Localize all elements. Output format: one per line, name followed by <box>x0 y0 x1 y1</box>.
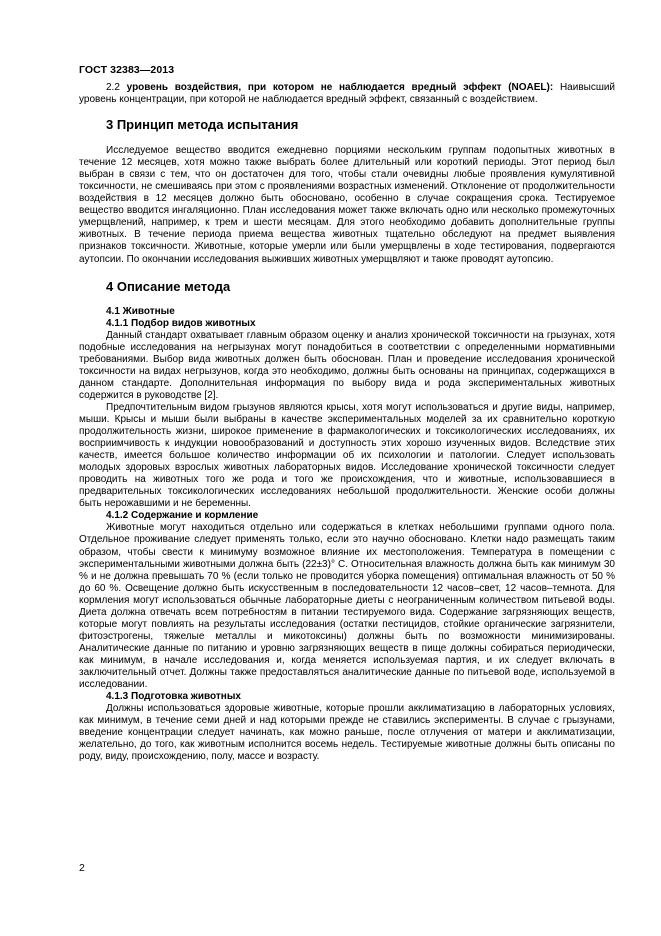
subsection-4-1-1-title: 4.1.1 Подбор видов животных <box>106 317 256 329</box>
definition-2-2 <box>79 82 615 106</box>
section-4-title: 4 Описание метода <box>106 278 231 294</box>
document-body <box>79 82 615 763</box>
definition-number: 2.2 <box>106 82 120 93</box>
section-3-title: 3 Принцип метода испытания <box>106 117 299 133</box>
paragraph-4-1-1-a: Данный стандарт охватывает главным образом оценку и анализ хронической токсичности на грызунах, хотя подобные исследования на негрызунах могут понадобиться в соответствии с определенными нормативными требованиями. Выбор вида животных должен быть обоснован. План и проведение исследования хронической токсичности на видах негрызунов, когда это необходимо, должны быть основаны на принципах, содержащихся в данном стандарте. Дополнительная информация по выбору вида и рода экспериментальных животных содержится в руководстве [2]. <box>79 329 615 401</box>
paragraph-4-1-1-b: Предпочтительным видом грызунов являются крысы, хотя могут использоваться и другие виды, например, мыши. Крысы и мыши были выбраны в качестве экспериментальных моделей за их сравнительно короткую продолжительность жизни, широкое применение в фармакологических и токсикологических исследованиях, их восприимчивость к индукции новообразований и доступность этих хорошо изученных видов. Вследствие этих качеств, имеется большое количество информации об их психологии и патологии. Следует использовать молодых здоровых взрослых животных лабораторных видов. Исследование хронической токсичности следует проводить на животных того же рода и того же происхождения, что и животные, использовавшиеся в предварительных токсикологических исследованиях небольшой продолжительности. Женские особи должны быть нерожавшими и не беременны. <box>79 401 615 510</box>
definition-text: Наивысший уровень концентрации, при которой не наблюдается вредный эффект, связанный с воздействием. <box>79 82 616 106</box>
subsection-4-1-2-title: 4.1.2 Содержание и кормление <box>106 510 259 522</box>
paragraph-4-1-2: Животные могут находиться отдельно или содержаться в клетках небольшими группами одного пола. Отдельное проживание следует применять только, если это научно обосновано. Клетки надо размещать таким образом, чтобы свести к минимуму возможное влияние их местоположения. Температура в помещении с экспериментальными животными должна быть (22±3)° С. Относительная влажность должна быть как минимум 30 % и не должна превышать 70 % (если только не проводится уборка помещения) оптимальная влажность от 50 % до 60 %. Освещение должно быть искусственным в последовательности 12 часов–свет, 12 часов–темнота. Для кормления могут использоваться обычные лабораторные диеты с неограниченным количеством питьевой воды. Диета должна отвечать всем потребностям в питании тестируемого вида. Содержание загрязняющих веществ, которые могут повлиять на результаты исследования (остатки пестицидов, стойкие органические загрязнители, фитоэстрогены, тяжелые металлы и микотоксины) должны быть по возможности минимизированы. Аналитические данные по питанию и уровню загрязняющих веществ в пище должны собираться периодически, как минимум, в начале исследования и, когда меняется используемая партия, и их следует включать в заключительный отчет. Должны также предоставляться аналитические данные по питьевой воде, используемой в исследовании. <box>79 522 615 691</box>
subsection-4-1-3-title: 4.1.3 Подготовка животных <box>106 691 241 703</box>
document-header: ГОСТ 32383—2013 <box>79 64 175 76</box>
paragraph-4-1-3: Должны использоваться здоровые животные, которые прошли акклиматизацию в лабораторных условиях, как минимум, в течение семи дней и над которыми прежде не ставились эксперименты. В случае с грызунами, введение концентрации следует начинать, как можно раньше, после отлучения от матери и акклиматизации, желательно, до того, как животным исполнится восемь недель. Тестируемые животные должны быть описаны по роду, виду, происхождению, полу, массе и возрасту. <box>79 703 615 763</box>
subsection-4-1-title: 4.1 Животные <box>106 305 175 317</box>
page-number: 2 <box>79 862 85 874</box>
definition-term: уровень воздействия, при котором не наблюдается вредный эффект (NOAEL): <box>126 82 554 93</box>
section-3-paragraph: Исследуемое вещество вводится ежедневно порциями нескольким группам подопытных животных в течение 12 месяцев, хотя можно также выбрать более длительный или короткий периоды. Этот период был выбран в связи с тем, что он достаточен для того, чтобы стали очевидны любые проявления кумулятивной токсичности, не смешиваясь при этом с проявлениями возрастных изменений. Отклонение от продолжительности воздействия в 12 месяцев должно быть обосновано, особенно в случае сокращения срока. Тестируемое вещество вводится ингаляционно. План исследования может также включать одно или несколько промежуточных умерщвлений, например, к трем и шести месяцам. Для этого необходимо добавить дополнительные группы животных. В течение периода приема вещества животных тщательно обследуют на предмет выявления признаков токсичности. Животные, которые умерли или были умерщвлены в ходе тестирования, подвергаются аутопсии. По окончании исследования выживших животных умерщвляют и также проводят аутопсию. <box>79 145 615 265</box>
